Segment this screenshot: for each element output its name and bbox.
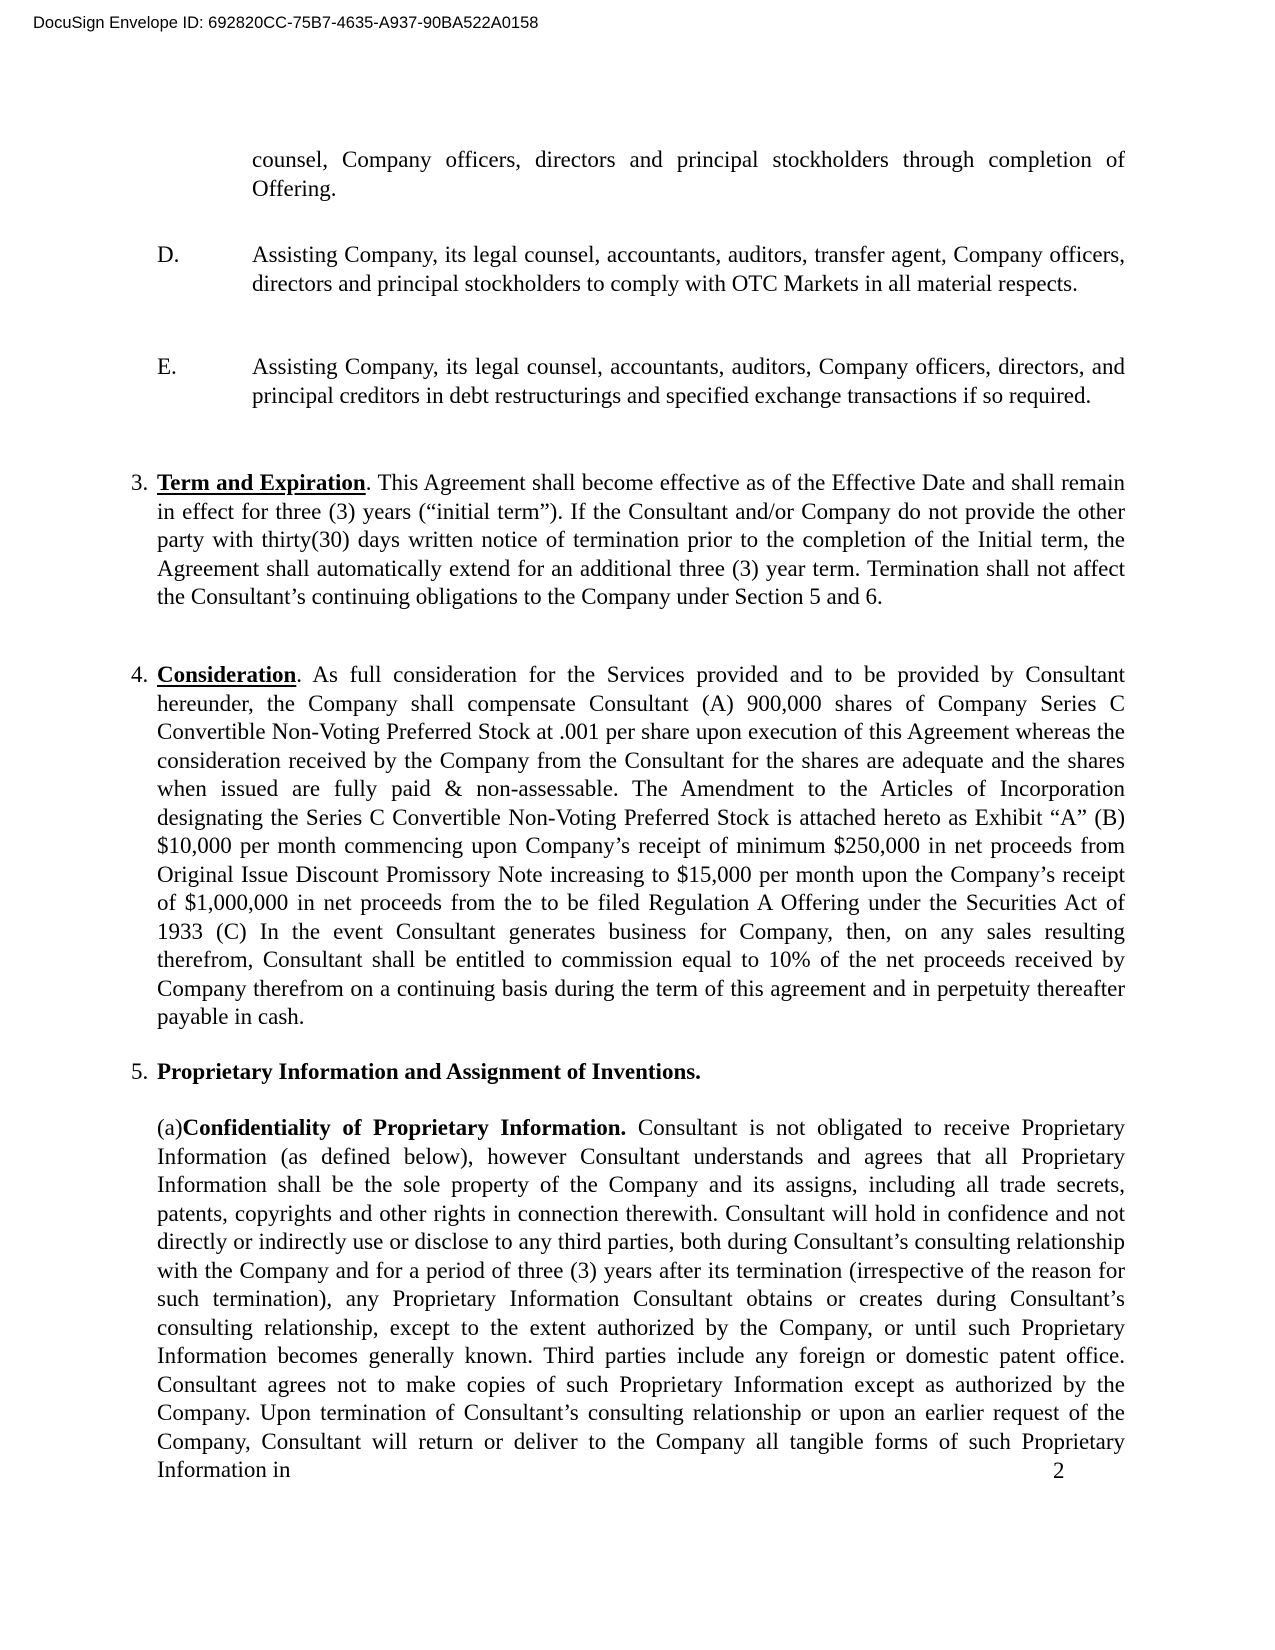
list-item-d-text: Assisting Company, its legal counsel, accountants, auditors, transfer agent, Company officers, directors and principal stockholders to comply with OTC Markets in all material respects. (252, 242, 1125, 296)
docusign-envelope-id: DocuSign Envelope ID: 692820CC-75B7-4635-A937-90BA522A0158 (33, 14, 539, 32)
list-item-e-text: Assisting Company, its legal counsel, accountants, auditors, Company officers, directors, and principal creditors in debt restructurings and specified exchange transactions if so required. (252, 354, 1125, 408)
list-item-d-marker: D. (157, 242, 180, 267)
section-5-number: 5. (131, 1059, 149, 1084)
section-3-text: . This Agreement shall become effective as of the Effective Date and shall remain in effect for three (3) years (“initial term”). If the Consultant and/or Company do not provide the other party with thirty(30) days written notice of termination prior to the completion of the Initial term, the Agreement shall automatically extend for an additional three (3) year term. Termination shall not affect the Consultant’s continuing obligations to the Company under Section 5 and 6. (157, 470, 1125, 609)
section-3-title: Term and Expiration (157, 470, 366, 495)
paragraph-continuation (252, 146, 1125, 203)
paragraph-continuation-text: counsel, Company officers, directors and principal stockholders through completion of Offering. (252, 147, 1125, 201)
page-number: 2 (1053, 1458, 1065, 1483)
subsection-a-marker: (a) (157, 1115, 183, 1140)
section-4-text: . As full consideration for the Services provided and to be provided by Consultant hereunder, the Company shall compensate Consultant (A) 900,000 shares of Company Series C Convertible Non-Voting Preferred Stock at .001 per share upon execution of this Agreement whereas the consideration received by the Company from the Consultant for the shares are adequate and the shares when issued are fully paid & non-assessable. The Amendment to the Articles of Incorporation designating the Series C Convertible Non-Voting Preferred Stock is attached hereto as Exhibit “A” (B) $10,000 per month commencing upon Company’s receipt of minimum $250,000 in net proceeds from Original Issue Discount Promissory Note increasing to $15,000 per month upon the Company’s receipt of $1,000,000 in net proceeds from the to be filed Regulation A Offering under the Securities Act of 1933 (C) In the event Consultant generates business for Company, then, on any sales resulting therefrom, Consultant shall be entitled to commission equal to 10% of the net proceeds received by Company therefrom on a continuing basis during the term of this agreement and in perpetuity thereafter payable in cash. (157, 662, 1125, 1029)
section-5-title: Proprietary Information and Assignment of Inventions. (157, 1059, 701, 1084)
list-item-e-marker: E. (157, 354, 177, 379)
subsection-a-text: Consultant is not obligated to receive Proprietary Information (as defined below), however Consultant understands and agrees that all Proprietary Information shall be the sole property of the Company and its assigns, including all trade secrets, patents, copyrights and other rights in connection therewith. Consultant will hold in confidence and not directly or indirectly use or disclose to any third parties, both during Consultant’s consulting relationship with the Company and for a period of three (3) years after its termination (irrespective of the reason for such termination), any Proprietary Information Consultant obtains or creates during Consultant’s consulting relationship, except to the extent authorized by the Company, or until such Proprietary Information becomes generally known. Third parties include any foreign or domestic patent office. Consultant agrees not to make copies of such Proprietary Information except as authorized by the Company. Upon termination of Consultant’s consulting relationship or upon an earlier request of the Company, Consultant will return or deliver to the Company all tangible forms of such Proprietary Information in (157, 1115, 1125, 1482)
list-item-d (157, 241, 1125, 298)
subsection-a-title: Confidentiality of Proprietary Information. (182, 1115, 627, 1140)
section-5-proprietary-information-heading (131, 1058, 1125, 1087)
list-item-e (157, 353, 1125, 410)
section-4-number: 4. (131, 662, 149, 687)
section-3-term-and-expiration (131, 469, 1125, 612)
section-4-title: Consideration (157, 662, 297, 687)
section-4-consideration (131, 661, 1125, 1032)
section-3-number: 3. (131, 470, 149, 495)
subsection-a-confidentiality (157, 1114, 1125, 1485)
